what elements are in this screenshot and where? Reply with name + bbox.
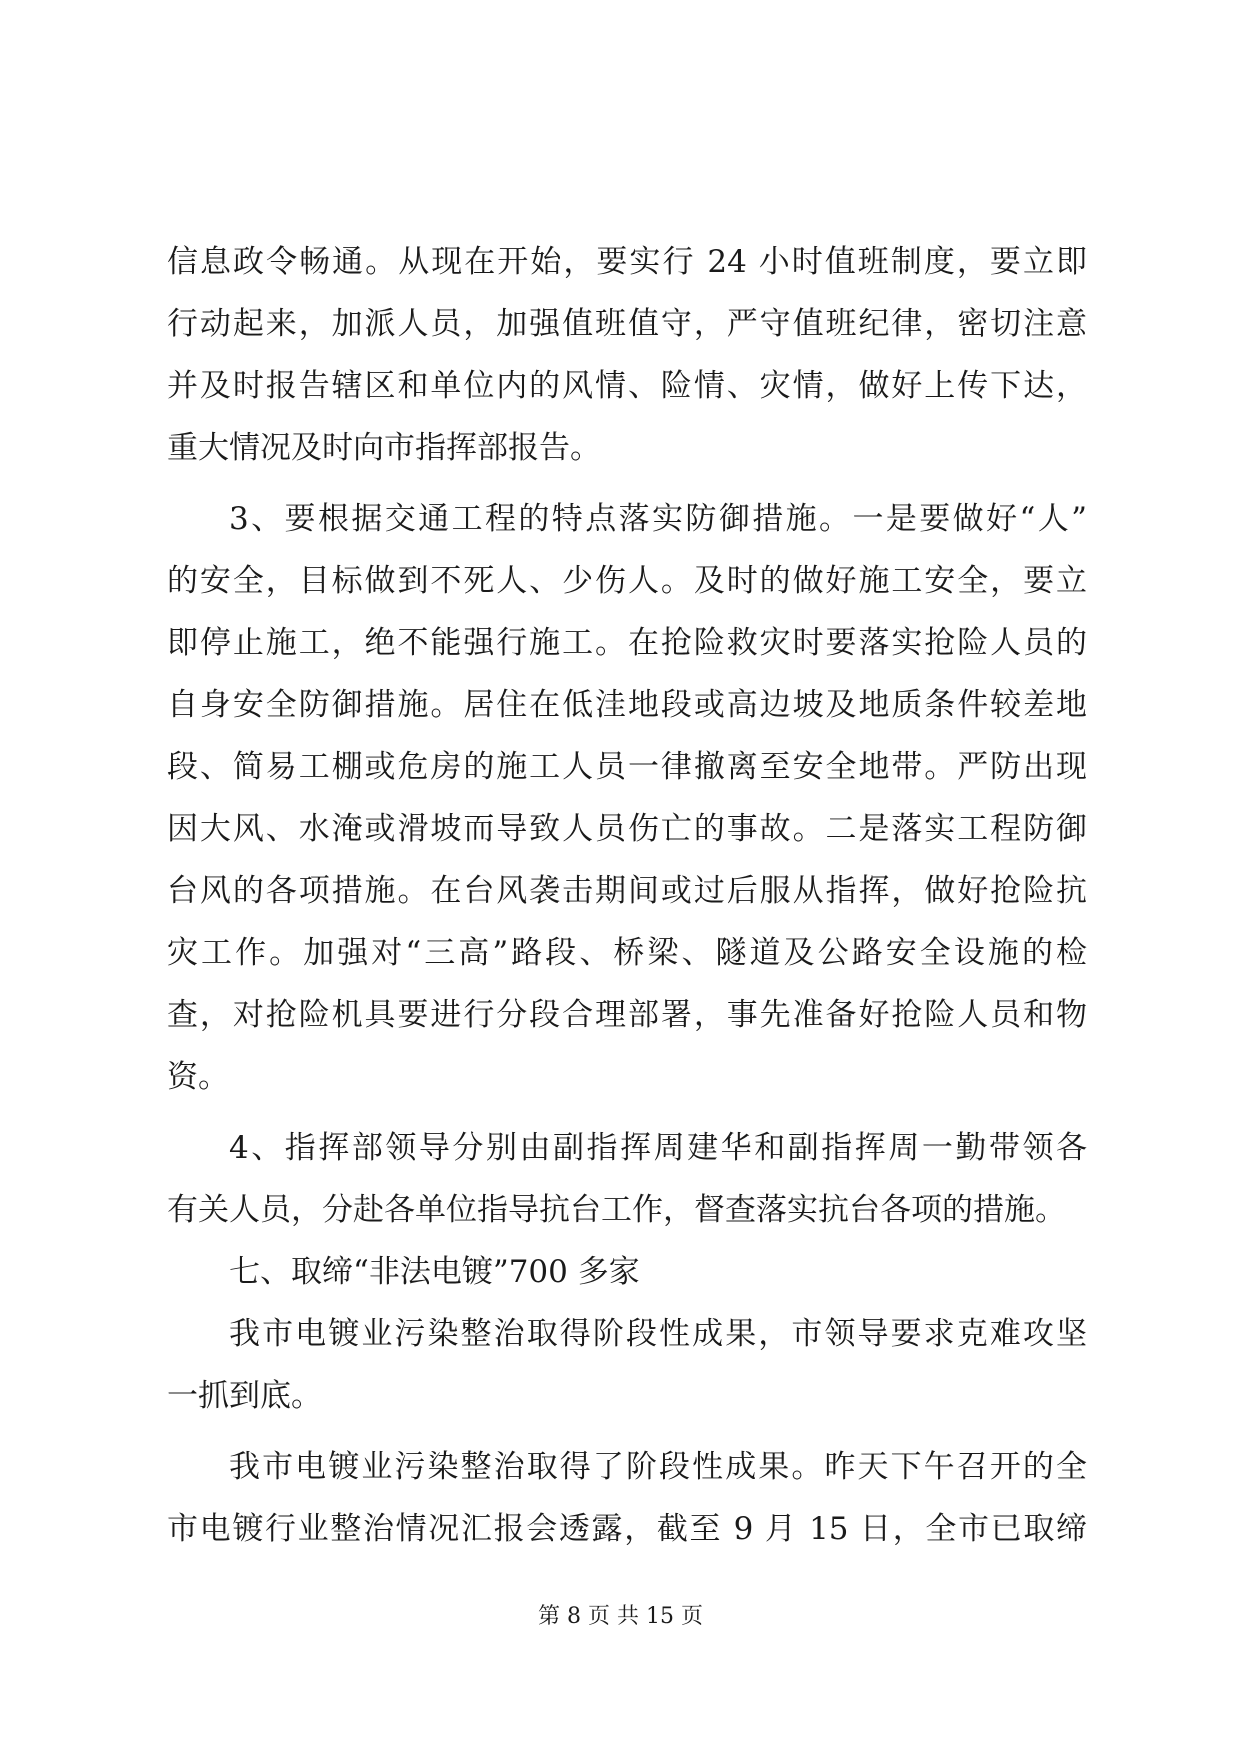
text-line: 七、取缔“非法电镀”700 多家 <box>229 1254 640 1290</box>
text-line: 查，对抢险机具要进行分段合理部署，事先准备好抢险人员和物 <box>167 997 1087 1033</box>
paragraph <box>167 1117 1087 1241</box>
text-line: 市电镀行业整治情况汇报会透露，截至 9 月 15 日，全市已取缔 <box>167 1511 1087 1547</box>
text-line: 3、要根据交通工程的特点落实防御措施。一是要做好“人” <box>229 501 1087 537</box>
text-line: 因大风、水淹或滑坡而导致人员伤亡的事故。二是落实工程防御 <box>167 811 1087 847</box>
text-line: 有关人员，分赴各单位指导抗台工作，督查落实抗台各项的措施。 <box>167 1192 1066 1228</box>
paragraph <box>167 1436 1087 1560</box>
text-line: 我市电镀业污染整治取得了阶段性成果。昨天下午召开的全 <box>229 1449 1087 1485</box>
paragraph <box>167 488 1087 1108</box>
text-line: 台风的各项措施。在台风袭击期间或过后服从指挥，做好抢险抗 <box>167 873 1087 909</box>
text-line: 灾工作。加强对“三高”路段、桥梁、隧道及公路安全设施的检 <box>167 935 1087 971</box>
text-line: 自身安全防御措施。居住在低洼地段或高边坡及地质条件较差地 <box>167 687 1087 723</box>
text-line: 资。 <box>167 1059 229 1095</box>
text-line: 信息政令畅通。从现在开始，要实行 24 小时值班制度，要立即 <box>167 244 1087 280</box>
text-line: 重大情况及时向市指挥部报告。 <box>167 430 601 466</box>
text-line: 我市电镀业污染整治取得阶段性成果，市领导要求克难攻坚 <box>229 1316 1087 1352</box>
paragraph <box>167 231 1087 479</box>
page-number-footer: 第 8 页 共 15 页 <box>538 1604 703 1629</box>
text-line: 的安全，目标做到不死人、少伤人。及时的做好施工安全，要立 <box>167 563 1087 599</box>
text-line: 一抓到底。 <box>167 1378 322 1414</box>
document-body <box>167 231 1087 1560</box>
section-heading <box>167 1241 1087 1303</box>
text-line: 即停止施工，绝不能强行施工。在抢险救灾时要落实抢险人员的 <box>167 625 1087 661</box>
text-line: 行动起来，加派人员，加强值班值守，严守值班纪律，密切注意 <box>167 306 1087 342</box>
paragraph <box>167 1303 1087 1427</box>
text-line: 4、指挥部领导分别由副指挥周建华和副指挥周一勤带领各 <box>229 1130 1087 1166</box>
text-line: 段、简易工棚或危房的施工人员一律撤离至安全地带。严防出现 <box>167 749 1087 785</box>
text-line: 并及时报告辖区和单位内的风情、险情、灾情，做好上传下达， <box>167 368 1087 404</box>
